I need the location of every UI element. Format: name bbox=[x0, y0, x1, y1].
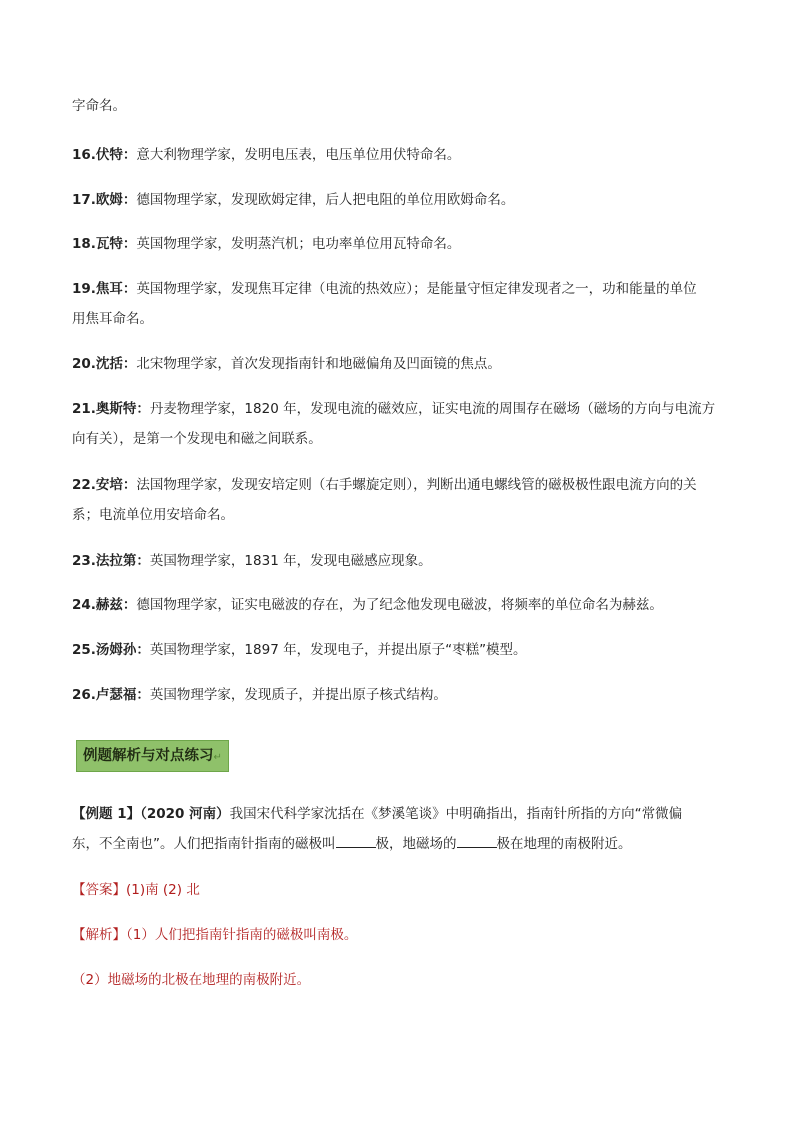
example-tag: 【例题 1】 bbox=[72, 806, 141, 822]
item-text: 英国物理学家，1831 年，发现电磁感应现象。 bbox=[149, 553, 432, 569]
item-separator: ： bbox=[122, 192, 137, 208]
analysis-line1 bbox=[72, 925, 357, 945]
example-text: 东，不全南也”。人们把指南针指南的磁极叫 bbox=[72, 836, 336, 852]
item-separator: ： bbox=[136, 401, 150, 417]
item-separator: ： bbox=[122, 147, 137, 163]
list-item bbox=[72, 551, 432, 571]
item-number: 26. bbox=[72, 687, 96, 703]
item-number: 20. bbox=[72, 356, 96, 372]
item-number: 23. bbox=[72, 553, 96, 569]
item-separator: ： bbox=[122, 281, 137, 297]
section-banner-label: 例题解析与对点练习 bbox=[83, 748, 214, 764]
example-text: 极，地磁场的 bbox=[375, 836, 457, 852]
item-separator: ： bbox=[122, 356, 137, 372]
list-item bbox=[72, 354, 501, 374]
item-continuation: 用焦耳命名。 bbox=[72, 311, 153, 327]
item-name: 沈括 bbox=[95, 356, 123, 372]
paragraph-mark-icon: ↵ bbox=[213, 752, 222, 763]
item-text: 英国物理学家，发现质子，并提出原子核式结构。 bbox=[149, 687, 447, 703]
list-item bbox=[72, 279, 697, 299]
item-number: 22. bbox=[72, 477, 96, 493]
example-question-line1 bbox=[72, 804, 682, 824]
section-banner bbox=[76, 740, 229, 772]
intro-line: 字命名。 bbox=[72, 98, 126, 114]
example-text: 我国宋代科学家沈括在《梦溪笔谈》中明确指出，指南针所指的方向“常微偏 bbox=[229, 806, 683, 822]
list-item bbox=[72, 190, 514, 210]
list-item bbox=[72, 145, 460, 165]
item-number: 25. bbox=[72, 642, 96, 658]
item-name: 法拉第 bbox=[95, 553, 137, 569]
list-item bbox=[72, 595, 663, 615]
list-item bbox=[72, 234, 460, 254]
item-continuation: 向有关），是第一个发现电和磁之间联系。 bbox=[72, 431, 322, 447]
item-text: 英国物理学家，1897 年，发现电子，并提出原子“枣糕”模型。 bbox=[149, 642, 527, 658]
item-text: 丹麦物理学家，1820 年，发现电流的磁效应，证实电流的周围存在磁场（磁场的方向与电流方 bbox=[149, 401, 716, 417]
example-source: （2020 河南） bbox=[140, 806, 230, 822]
item-number: 24. bbox=[72, 597, 96, 613]
item-name: 卢瑟福 bbox=[95, 687, 137, 703]
item-text: 法国物理学家，发现安培定则（右手螺旋定则），判断出通电螺线管的磁极极性跟电流方向的关 bbox=[136, 477, 697, 493]
item-text: 德国物理学家，发现欧姆定律，后人把电阻的单位用欧姆命名。 bbox=[136, 192, 515, 208]
item-name: 伏特 bbox=[95, 147, 123, 163]
item-separator: ： bbox=[122, 236, 137, 252]
item-name: 焦耳 bbox=[95, 281, 123, 297]
answer-line bbox=[72, 880, 200, 900]
item-name: 汤姆孙 bbox=[95, 642, 137, 658]
answer-tag: 【答案】 bbox=[72, 882, 126, 898]
item-number: 16. bbox=[72, 147, 96, 163]
example-text: 极在地理的南极附近。 bbox=[496, 836, 632, 852]
list-item bbox=[72, 475, 697, 495]
item-name: 安培 bbox=[95, 477, 123, 493]
item-number: 19. bbox=[72, 281, 96, 297]
item-separator: ： bbox=[122, 477, 137, 493]
list-item bbox=[72, 399, 715, 419]
answer-text: (1)南 (2) 北 bbox=[126, 882, 200, 898]
item-number: 18. bbox=[72, 236, 96, 252]
answer-blank-2 bbox=[457, 835, 497, 848]
analysis-text: （1）人们把指南针指南的磁极叫南极。 bbox=[126, 927, 358, 943]
item-separator: ： bbox=[122, 597, 137, 613]
item-text: 德国物理学家，证实电磁波的存在，为了纪念他发现电磁波，将频率的单位命名为赫兹。 bbox=[136, 597, 663, 613]
analysis-line2: （2）地磁场的北极在地理的南极附近。 bbox=[72, 972, 311, 988]
item-separator: ： bbox=[136, 642, 150, 658]
item-text: 英国物理学家，发明蒸汽机；电功率单位用瓦特命名。 bbox=[136, 236, 461, 252]
item-name: 赫兹 bbox=[95, 597, 123, 613]
analysis-tag: 【解析】 bbox=[72, 927, 126, 943]
item-number: 17. bbox=[72, 192, 96, 208]
list-item bbox=[72, 640, 527, 660]
item-name: 奥斯特 bbox=[95, 401, 137, 417]
item-name: 瓦特 bbox=[95, 236, 123, 252]
item-separator: ： bbox=[136, 687, 150, 703]
answer-blank-1 bbox=[336, 835, 376, 848]
list-item bbox=[72, 685, 447, 705]
example-question-line2 bbox=[72, 834, 632, 854]
item-text: 北宋物理学家，首次发现指南针和地磁偏角及凹面镜的焦点。 bbox=[136, 356, 501, 372]
item-text: 意大利物理学家，发明电压表，电压单位用伏特命名。 bbox=[136, 147, 461, 163]
item-text: 英国物理学家，发现焦耳定律（电流的热效应）；是能量守恒定律发现者之一，功和能量的单位 bbox=[136, 281, 697, 297]
item-continuation: 系；电流单位用安培命名。 bbox=[72, 507, 234, 523]
item-name: 欧姆 bbox=[95, 192, 123, 208]
item-number: 21. bbox=[72, 401, 96, 417]
item-separator: ： bbox=[136, 553, 150, 569]
